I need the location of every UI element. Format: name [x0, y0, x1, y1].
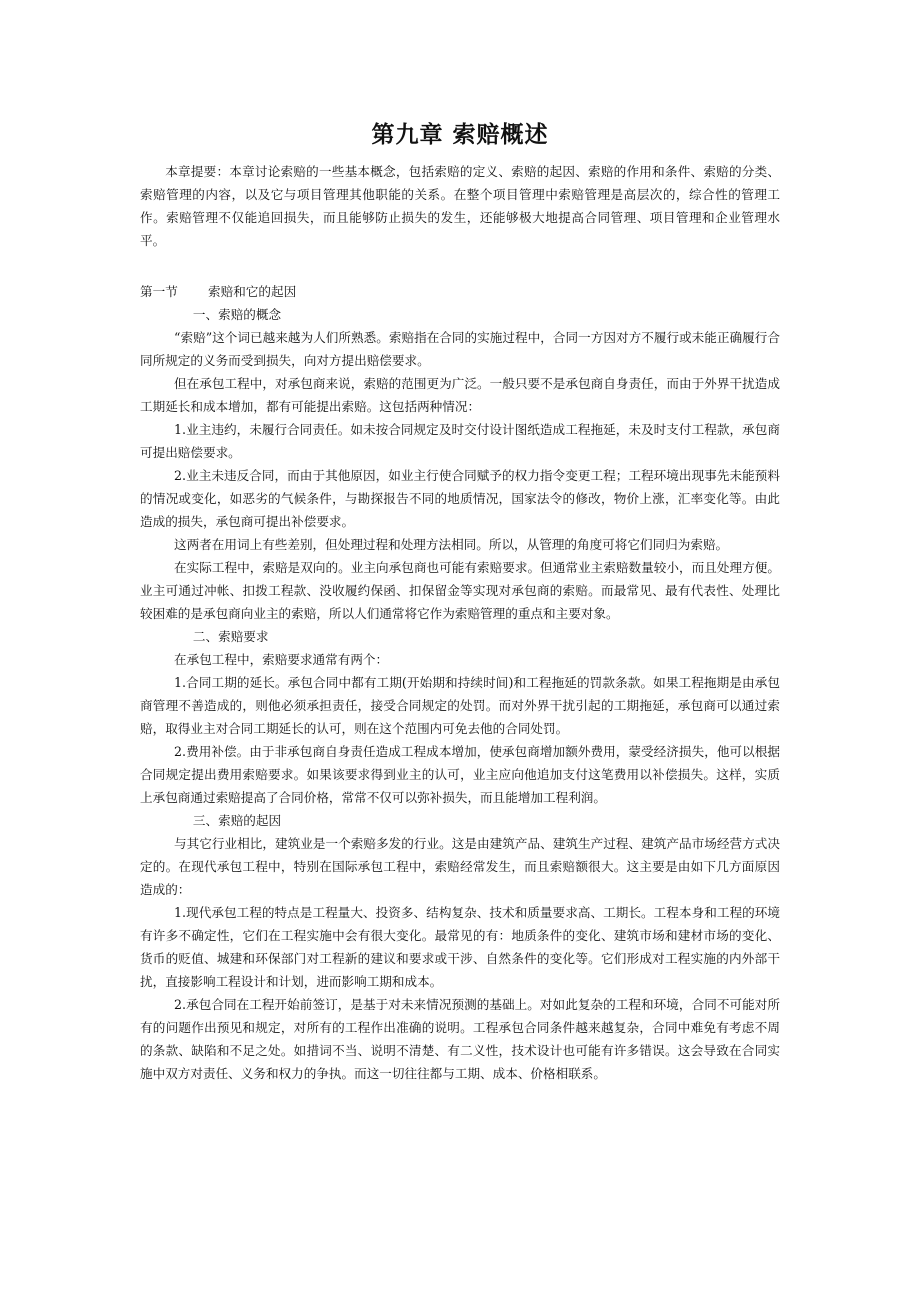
- paragraph: 但在承包工程中，对承包商来说，索赔的范围更为广泛。一般只要不是承包商自身责任，而由于外界干扰造成工期延长和成本增加，都有可能提出索赔。这包括两种情况：: [140, 376, 780, 414]
- section-heading: [140, 280, 780, 303]
- chapter-title: 第九章 索赔概述: [371, 122, 549, 148]
- paragraph: 在承包工程中，索赔要求通常有两个：: [174, 652, 389, 667]
- list-paragraph: 2.承包合同在工程开始前签订，是基于对未来情况预测的基础上。对如此复杂的工程和环境，合同不可能对所有的问题作出预见和规定，对所有的工程作出准确的说明。工程承包合同条件越来越复杂，合同中难免有考虑不周的条款、缺陷和不足之处。如措词不当、说明不清楚、有二义性，技术设计也可能有许多错误。这会导致在合同实施中双方对责任、义务和权力的争执。而这一切往往都与工期、成本、价格相联系。: [140, 997, 780, 1081]
- summary-paragraph: 本章提要：本章讨论索赔的一些基本概念，包括索赔的定义、索赔的起因、索赔的作用和条件、索赔的分类、索赔管理的内容，以及它与项目管理其他职能的关系。在整个项目管理中索赔管理是高层次的，综合性的管理工作。索赔管理不仅能追回损失，而且能够防止损失的发生，还能够极大地提高合同管理、项目管理和企业管理水平。: [140, 164, 780, 248]
- section-number: 第一节: [140, 284, 178, 299]
- section-body: [140, 280, 780, 1085]
- paragraph: 这两者在用词上有些差别，但处理过程和处理方法相同。所以，从管理的角度可将它们同归为索赔。: [174, 537, 729, 552]
- list-paragraph: 2.业主未违反合同，而由于其他原因，如业主行使合同赋予的权力指令变更工程；工程环境出现事先未能预料的情况或变化，如恶劣的气候条件，与勘探报告不同的地质情况，国家法令的修改，物价上涨，汇率变化等。由此造成的损失，承包商可提出补偿要求。: [140, 468, 780, 529]
- paragraph: 与其它行业相比，建筑业是一个索赔多发的行业。这是由建筑产品、建筑生产过程、建筑产品市场经营方式决定的。在现代承包工程中，特别在国际承包工程中，索赔经常发生，而且索赔额很大。这主要是由如下几方面原因造成的：: [140, 836, 780, 897]
- paragraph: “索赔”这个词已越来越为人们所熟悉。索赔指在合同的实施过程中，合同一方因对方不履行或未能正确履行合同所规定的义务而受到损失，向对方提出赔偿要求。: [140, 330, 780, 368]
- paragraph: 在实际工程中，索赔是双向的。业主向承包商也可能有索赔要求。但通常业主索赔数量较小，而且处理方便。业主可通过冲帐、扣拨工程款、没收履约保函、扣保留金等实现对承包商的索赔。而最常见、最有代表性、处理比较困难的是承包商向业主的索赔，所以人们通常将它作为索赔管理的重点和主要对象。: [140, 560, 780, 621]
- chapter-summary: [140, 160, 780, 252]
- list-paragraph: 2.费用补偿。由于非承包商自身责任造成工程成本增加，使承包商增加额外费用，蒙受经济损失，他可以根据合同规定提出费用索赔要求。如果该要求得到业主的认可，业主应向他追加支付这笔费用以补偿损失。这样，实质上承包商通过索赔提高了合同价格，常常不仅可以弥补损失，而且能增加工程利润。: [140, 744, 780, 805]
- subsection-heading: 二、索赔要求: [192, 629, 269, 644]
- list-paragraph: 1.现代承包工程的特点是工程量大、投资多、结构复杂、技术和质量要求高、工期长。工程本身和工程的环境有许多不确定性，它们在工程实施中会有很大变化。最常见的有：地质条件的变化、建筑市场和建材市场的变化、货币的贬值、城建和环保部门对工程新的建议和要求或干涉、自然条件的变化等。它们形成对工程实施的内外部干扰，直接影响工程设计和计划，进而影响工期和成本。: [140, 905, 780, 989]
- list-paragraph: 1.业主违约，未履行合同责任。如未按合同规定及时交付设计图纸造成工程拖延，未及时支付工程款，承包商可提出赔偿要求。: [140, 422, 780, 460]
- subsection-heading: 三、索赔的起因: [192, 813, 282, 828]
- subsection-heading: 一、索赔的概念: [192, 307, 282, 322]
- section-title: 索赔和它的起因: [208, 284, 297, 299]
- list-paragraph: 1.合同工期的延长。承包合同中都有工期(开始期和持续时间)和工程拖延的罚款条款。如果工程拖期是由承包商管理不善造成的，则他必须承担责任，接受合同规定的处罚。而对外界干扰引起的工期拖延，承包商可以通过索赔，取得业主对合同工期延长的认可，则在这个范围内可免去他的合同处罚。: [140, 675, 780, 736]
